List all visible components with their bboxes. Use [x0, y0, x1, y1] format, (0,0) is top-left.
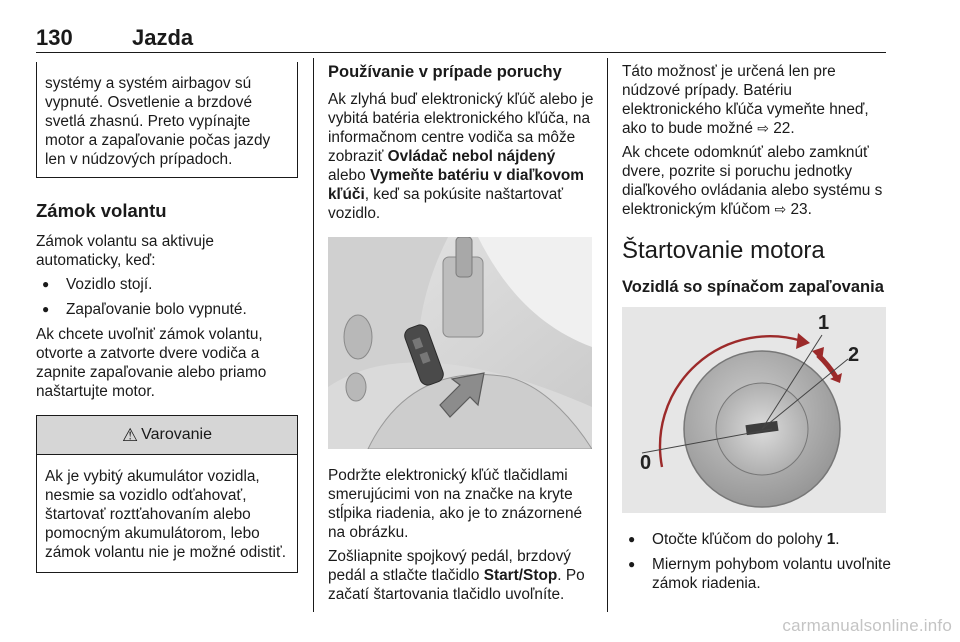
- ignition-positions-illustration: [622, 307, 892, 518]
- list-item: ● Vozidlo stojí.: [36, 275, 298, 294]
- text-run: .: [835, 531, 840, 548]
- text-run: .: [807, 201, 812, 218]
- ignition-cylinder-image: [622, 307, 886, 513]
- page-reference[interactable]: 22: [773, 120, 791, 137]
- message-replace-battery: Vymeňte batériu v diaľkovom kľúči: [328, 167, 584, 203]
- text-run: Ak zlyhá buď elektronický kľúč alebo je vybitá batéria elektronického kľúča, na informačnom centre vodiča sa môže zobraziť: [328, 91, 594, 165]
- text-run: alebo: [328, 167, 370, 184]
- engine-start-heading: Štartovanie motora: [622, 237, 825, 264]
- text-run: . Po začatí štartovania tlačidlo uvoľníte.: [328, 567, 585, 603]
- emergency-note: [622, 62, 892, 138]
- remote-fault-note: [622, 143, 892, 219]
- text-run: Zošliapnite spojkový pedál, brzdový pedál a stlačte tlačidlo: [328, 548, 571, 584]
- page-reference-arrow-icon: ⇨: [757, 120, 769, 136]
- start-instruction: [328, 547, 594, 604]
- list-item: ● Zapaľovanie bolo vypnuté.: [36, 300, 298, 319]
- warning-text: Ak je vybitý akumulátor vozidla, nesmie sa vozidlo odťahovať, štartovať roztťahovaním alebo pomocným akumulátorom, lebo zámok volantu nie je možné odistiť.: [45, 468, 287, 561]
- ignition-steps: [622, 530, 892, 593]
- page-reference[interactable]: 23: [790, 201, 808, 218]
- text-run: Ak chcete odomknúť alebo zamknúť dvere, pozrite si poruchu jednotky diaľkového ovládania alebo systému s elektronickým kľúčom: [622, 144, 883, 218]
- steering-lock-release-text: Ak chcete uvoľniť zámok volantu, otvorte a zatvorte dvere vodiča a zapnite zapaľovanie alebo priamo naštartujte motor.: [36, 326, 267, 400]
- message-controller-not-found: Ovládač nebol nájdený: [387, 148, 556, 165]
- hold-key-instruction: Podržte elektronický kľúč tlačidlami smerujúcimi von na značke na kryte stĺpika riadenia, ako je to znázornené na obrázku.: [328, 467, 583, 541]
- steering-column-image: [328, 237, 592, 449]
- warning-triangle-icon: ⚠: [122, 424, 139, 445]
- text-run: , keď sa pokúsite naštartovať vozidlo.: [328, 186, 564, 222]
- warning-header: [37, 416, 297, 455]
- column-divider: [313, 58, 314, 612]
- page-number: 130: [36, 25, 73, 50]
- column-left: [36, 62, 298, 573]
- continued-notice-box: [36, 62, 298, 178]
- position-label-0: 0: [640, 452, 652, 474]
- warning-body: [37, 455, 297, 572]
- section-title: Jazda: [132, 25, 194, 50]
- column-right: [622, 62, 892, 599]
- text-run: .: [790, 120, 795, 137]
- column-divider: [607, 58, 608, 612]
- ignition-switch-subheading: Vozidlá so spínačom zapaľovania: [622, 278, 884, 296]
- steering-lock-heading: Zámok volantu: [36, 200, 167, 221]
- text-run: Táto možnosť je určená len pre núdzové prípady. Batériu elektronického kľúča vymeňte hneď, ako to bude možné: [622, 63, 869, 137]
- steering-lock-intro: Zámok volantu sa aktivuje automaticky, keď:: [36, 233, 214, 269]
- page-reference-arrow-icon: ⇨: [774, 201, 787, 217]
- column-middle: [328, 62, 594, 609]
- start-stop-label: Start/Stop: [483, 567, 558, 584]
- warning-title: Varovanie: [141, 426, 212, 443]
- list-item: ● Miernym pohybom volantu uvoľnite zámok riadenia.: [622, 555, 892, 593]
- continued-notice-text: systémy a systém airbagov sú vypnuté. Osvetlenie a brzdové svetlá zhasnú. Preto vypínajte motor a zapaľovanie počas jazdy len v núdzových prípadoch.: [45, 75, 271, 168]
- text-run: Otočte kľúčom do polohy: [652, 531, 827, 548]
- position-number: 1: [826, 531, 836, 548]
- malfunction-heading: Používanie v prípade poruchy: [328, 63, 562, 81]
- warning-box: [36, 415, 298, 573]
- position-label-1: 1: [818, 312, 830, 334]
- malfunction-paragraph: [328, 90, 594, 223]
- steering-lock-conditions: [36, 275, 298, 319]
- list-item: [622, 530, 892, 549]
- page-header: [36, 22, 886, 53]
- watermark: carmanualsonline.info: [782, 616, 952, 635]
- position-label-2: 2: [848, 344, 860, 366]
- key-position-illustration: [328, 237, 594, 454]
